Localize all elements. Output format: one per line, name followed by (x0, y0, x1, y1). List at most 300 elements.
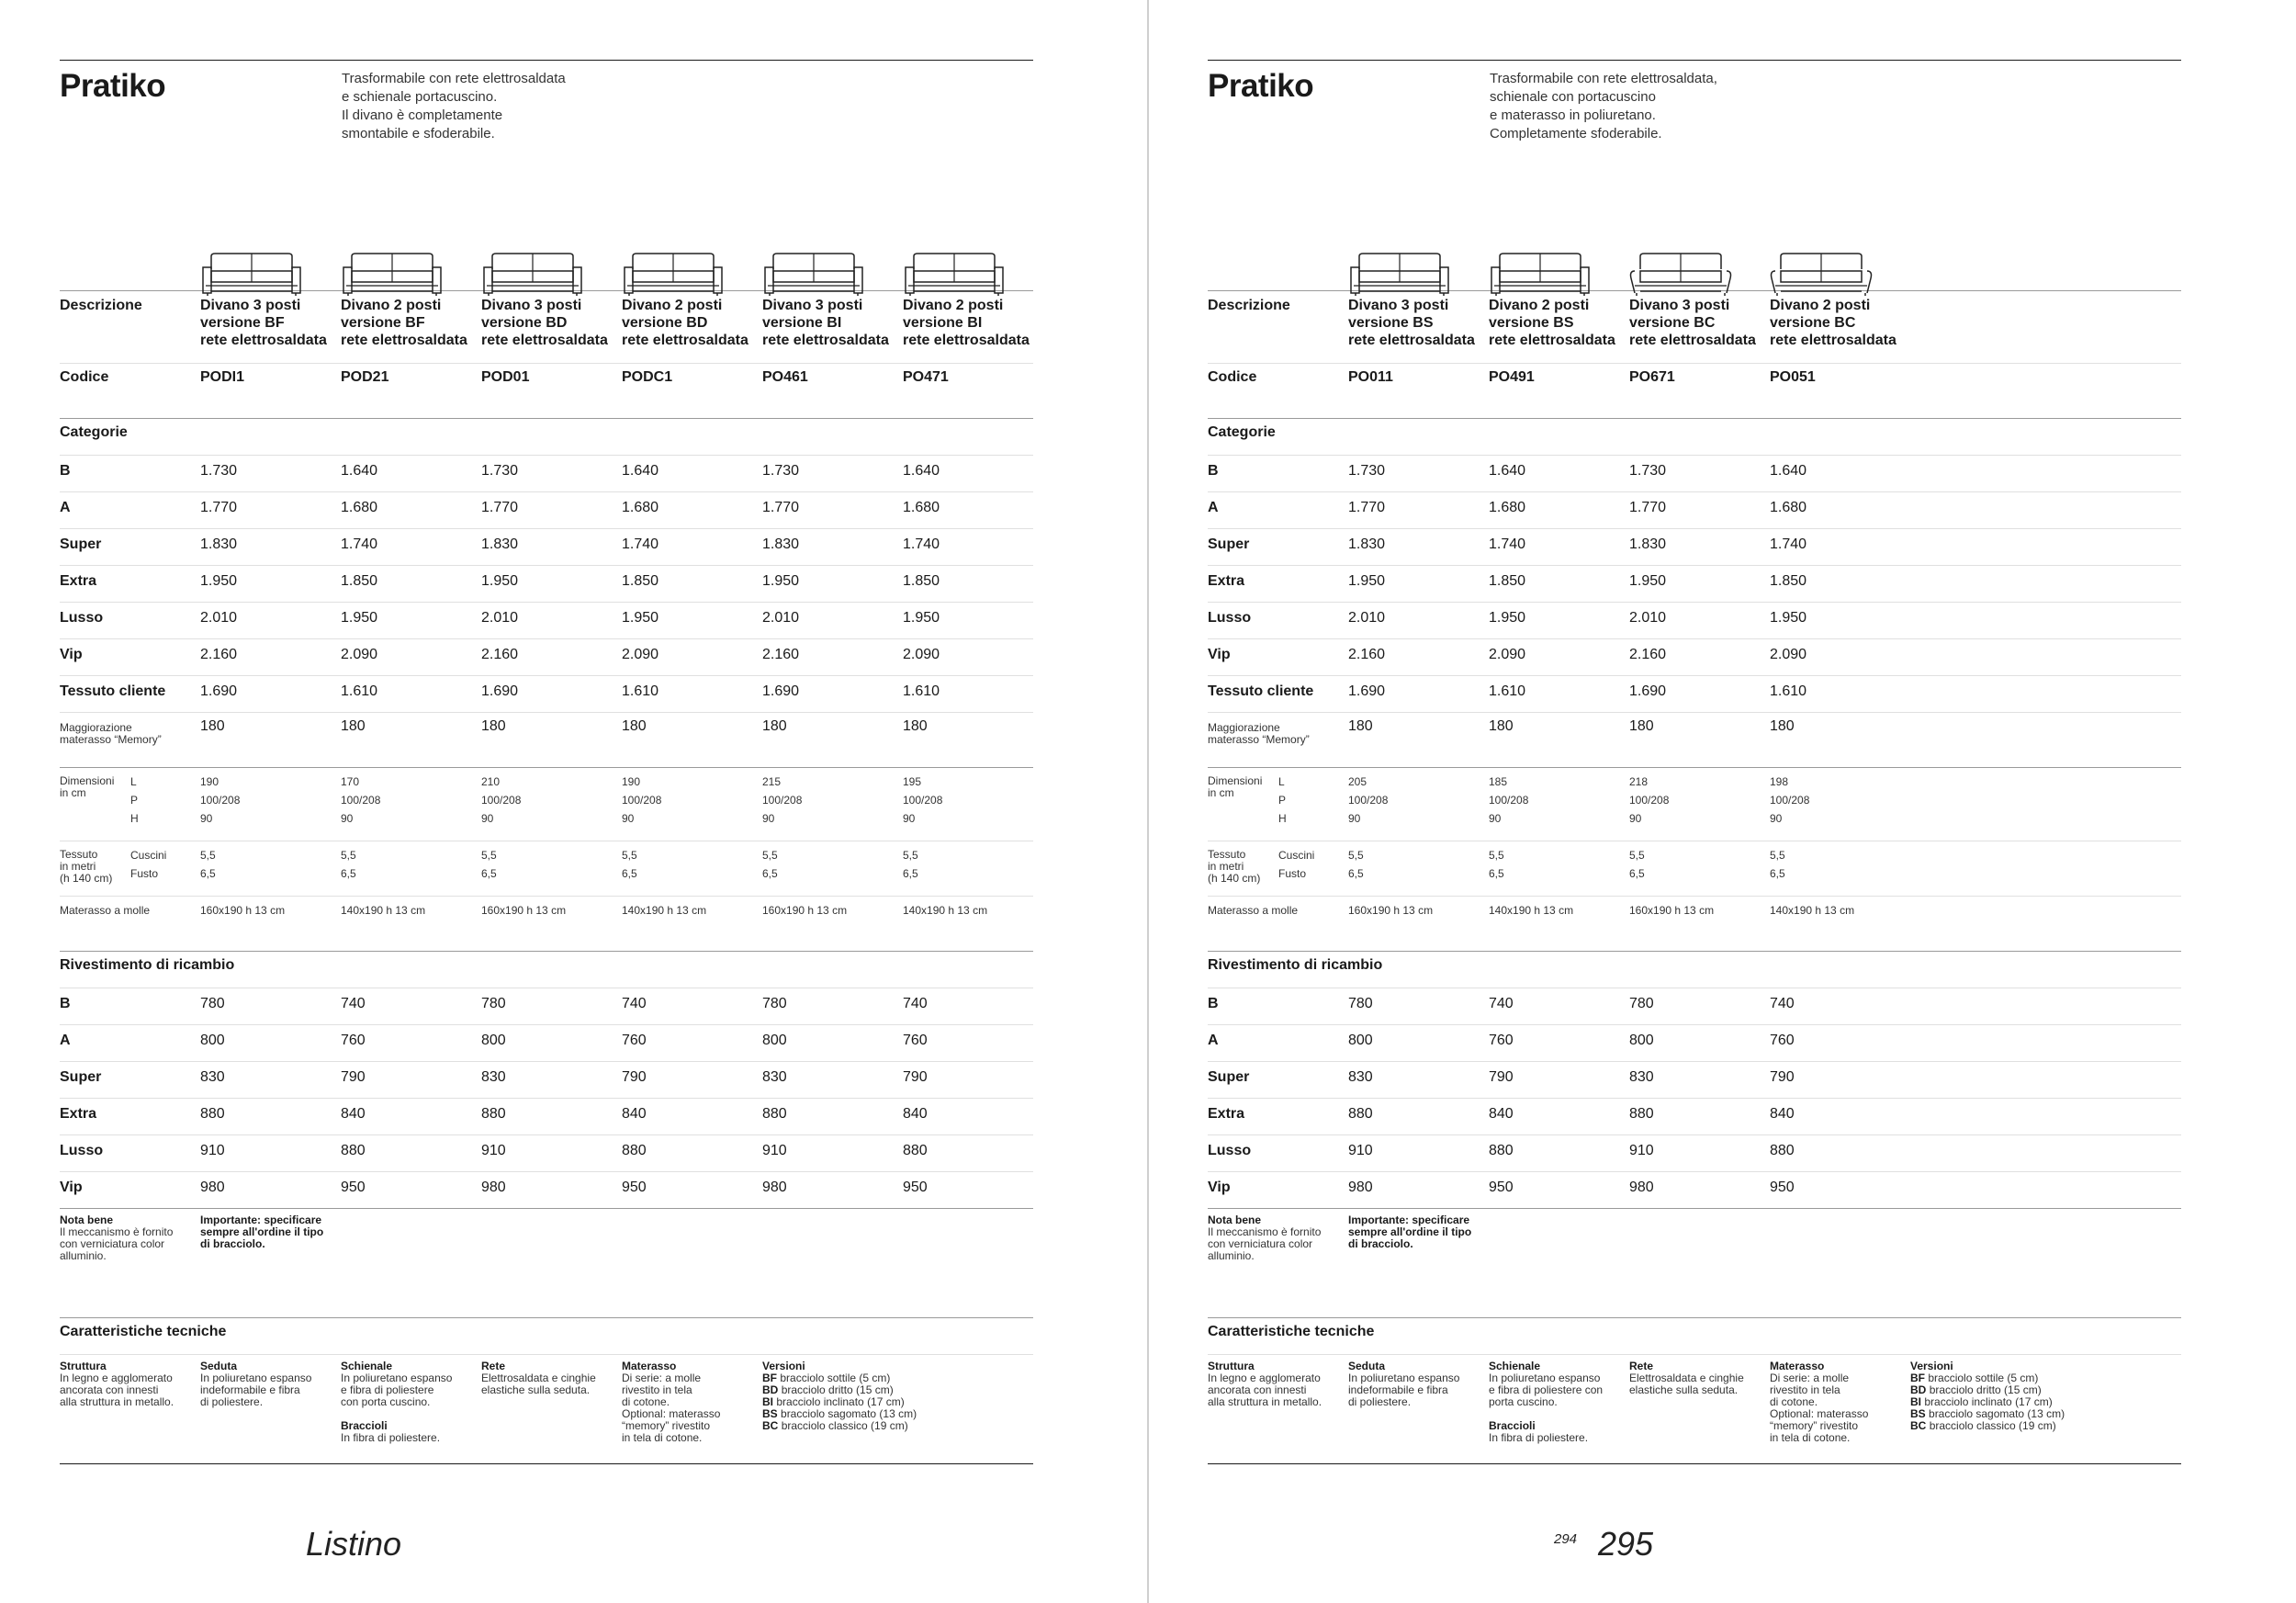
spare-cell: 760 (1489, 1033, 1514, 1048)
spare-cell: 880 (200, 1106, 225, 1122)
section-categorie: Categorie (60, 424, 128, 440)
dimensions-cell: 185 100/208 90 (1489, 775, 1529, 825)
product-title: Pratiko (60, 68, 166, 104)
dimensions-cell: 215 100/208 90 (762, 775, 803, 825)
price-cell: 1.850 (341, 573, 378, 589)
intro-line: Trasformabile con rete elettrosaldata (342, 71, 566, 86)
code-cell: PODC1 (622, 369, 673, 385)
price-cell: 1.950 (481, 573, 519, 589)
price-label: Vip (1208, 647, 1231, 662)
spare-cell: 910 (481, 1143, 506, 1158)
spare-label: B (60, 996, 71, 1011)
price-cell: 1.830 (1348, 536, 1386, 552)
spare-cell: 780 (1348, 996, 1373, 1011)
dimensions-cell: 195 100/208 90 (903, 775, 943, 825)
price-cell: 1.850 (622, 573, 659, 589)
fabric-cell: 5,5 6,5 (903, 849, 918, 880)
price-cell: 1.730 (1629, 463, 1667, 479)
price-cell: 1.730 (200, 463, 238, 479)
price-cell: 1.730 (481, 463, 519, 479)
price-cell: 2.010 (1348, 610, 1386, 626)
tech-seduta: Seduta In poliuretano espanso indeformabile e fibra di poliestere. (1348, 1360, 1460, 1408)
intro-line: Il divano è completamente (342, 107, 503, 123)
mattress-label: Materasso a molle (1208, 904, 1299, 917)
tech-schienale: Schienale In poliuretano espanso e fibra di poliestere con porta cuscino. Braccioli In fibra di poliestere. (1489, 1360, 1604, 1444)
price-cell: 1.830 (200, 536, 238, 552)
price-label: B (60, 463, 71, 479)
price-label: B (1208, 463, 1219, 479)
spare-cell: 910 (1348, 1143, 1373, 1158)
tech-versioni: Versioni BF bracciolo sottile (5 cm) BD bracciolo dritto (15 cm) BI bracciolo inclinato (17 cm) BS bracciolo sagomato (13 cm) BC bracciolo classico (19 cm) (762, 1360, 917, 1432)
memory-cell: 180 (1348, 718, 1373, 734)
spare-cell: 780 (1629, 996, 1654, 1011)
price-cell: 1.690 (1348, 683, 1386, 699)
price-label: Tessuto cliente (1208, 683, 1314, 699)
page-number-294: 294 (1554, 1531, 1578, 1547)
tech-versioni: Versioni BF bracciolo sottile (5 cm) BD bracciolo dritto (15 cm) BI bracciolo inclinato (17 cm) BS bracciolo sagomato (13 cm) BC bracciolo classico (19 cm) (1910, 1360, 2065, 1432)
price-cell: 2.160 (481, 647, 519, 662)
sofa-3-bi-icon (762, 251, 865, 297)
mattress-cell: 160x190 h 13 cm (1348, 904, 1434, 917)
mattress-cell: 140x190 h 13 cm (1489, 904, 1574, 917)
spare-row (1208, 1172, 2181, 1208)
sofa-2-bf-icon (341, 251, 444, 297)
tech-row (60, 1355, 1033, 1463)
fabric-cell: 5,5 6,5 (1629, 849, 1645, 880)
spare-cell: 830 (762, 1069, 787, 1085)
dimensions-cell: 198 100/208 90 (1770, 775, 1810, 825)
sofa-2-bd-icon (622, 251, 725, 297)
tech-rete: Rete Elettrosaldata e cinghie elastiche sulla seduta. (481, 1360, 596, 1396)
code-cell: PO671 (1629, 369, 1675, 385)
spare-cell: 840 (1489, 1106, 1514, 1122)
spare-cell: 840 (341, 1106, 366, 1122)
mattress-cell: 160x190 h 13 cm (1629, 904, 1715, 917)
spare-cell: 950 (341, 1180, 366, 1195)
sofa-2-bi-icon (903, 251, 1006, 297)
right-page (1148, 0, 2296, 1603)
code-cell: PO011 (1348, 369, 1393, 385)
price-cell: 1.740 (622, 536, 659, 552)
price-cell: 1.850 (1489, 573, 1526, 589)
price-cell: 2.010 (200, 610, 238, 626)
price-cell: 1.640 (1770, 463, 1807, 479)
price-cell: 1.740 (1489, 536, 1526, 552)
spare-cell: 760 (622, 1033, 647, 1048)
spare-row (60, 1172, 1033, 1208)
price-label: A (60, 500, 71, 515)
description-cell: Divano 2 posti versione BD rete elettrosaldata (622, 298, 748, 348)
label-codice: Codice (60, 369, 109, 385)
sofa-2-bc-icon (1770, 251, 1873, 297)
price-cell: 1.770 (1629, 500, 1667, 515)
memory-cell: 180 (762, 718, 787, 734)
spare-cell: 790 (1770, 1069, 1795, 1085)
spare-cell: 760 (1770, 1033, 1795, 1048)
tech-seduta: Seduta In poliuretano espanso indeformabile e fibra di poliestere. (200, 1360, 312, 1408)
tech-materasso: Materasso Di serie: a molle rivestito in tela di cotone. Optional: materasso “memory” rivestito in tela di cotone. (1770, 1360, 1869, 1444)
mattress-cell: 140x190 h 13 cm (622, 904, 707, 917)
memory-row (60, 713, 1033, 767)
memory-label: Maggiorazione materasso “Memory” (1208, 721, 1310, 746)
spare-label: A (60, 1033, 71, 1048)
price-cell: 1.640 (903, 463, 940, 479)
dimensions-cell: 205 100/208 90 (1348, 775, 1389, 825)
description-cell: Divano 2 posti versione BC rete elettrosaldata (1770, 298, 1896, 348)
price-cell: 1.740 (1770, 536, 1807, 552)
fabric-row (1208, 841, 2181, 896)
memory-cell: 180 (1629, 718, 1654, 734)
spare-cell: 740 (1770, 996, 1795, 1011)
price-row (60, 603, 1033, 638)
spare-cell: 880 (1770, 1143, 1795, 1158)
price-cell: 2.090 (341, 647, 378, 662)
price-row (60, 676, 1033, 712)
spare-cell: 790 (341, 1069, 366, 1085)
section-caratteristiche: Caratteristiche tecniche (60, 1324, 227, 1339)
dimensions-label: Dimensioni in cm L P H (1208, 774, 1287, 825)
spare-cell: 840 (622, 1106, 647, 1122)
price-cell: 1.770 (762, 500, 800, 515)
code-cell: POD21 (341, 369, 389, 385)
spare-cell: 840 (903, 1106, 928, 1122)
spare-label: B (1208, 996, 1219, 1011)
price-cell: 1.690 (1629, 683, 1667, 699)
mattress-cell: 160x190 h 13 cm (481, 904, 567, 917)
important-block: Importante: specificare sempre all'ordine il tipo di bracciolo. (1348, 1214, 1472, 1250)
section-ricambio: Rivestimento di ricambio (1208, 957, 1383, 973)
spare-row (60, 988, 1033, 1024)
spare-row (60, 1099, 1033, 1135)
spare-cell: 840 (1770, 1106, 1795, 1122)
price-cell: 1.680 (1489, 500, 1526, 515)
memory-cell: 180 (341, 718, 366, 734)
price-row (1208, 603, 2181, 638)
spare-cell: 880 (762, 1106, 787, 1122)
price-row (1208, 639, 2181, 675)
intro-line: e materasso in poliuretano. (1490, 107, 1656, 123)
price-cell: 1.740 (903, 536, 940, 552)
spare-cell: 950 (1489, 1180, 1514, 1195)
intro-line: e schienale portacuscino. (342, 89, 498, 105)
fabric-cell: 5,5 6,5 (1489, 849, 1504, 880)
price-cell: 2.090 (903, 647, 940, 662)
code-cell: PO491 (1489, 369, 1535, 385)
spare-cell: 800 (1348, 1033, 1373, 1048)
fabric-cell: 5,5 6,5 (481, 849, 497, 880)
dimensions-cell: 190 100/208 90 (200, 775, 241, 825)
price-label: Vip (60, 647, 83, 662)
description-cell: Divano 3 posti versione BI rete elettrosaldata (762, 298, 889, 348)
price-label: Lusso (1208, 610, 1252, 626)
code-cell: PODI1 (200, 369, 245, 385)
price-cell: 1.690 (762, 683, 800, 699)
fabric-cell: 5,5 6,5 (200, 849, 216, 880)
price-label: Lusso (60, 610, 104, 626)
spare-cell: 740 (903, 996, 928, 1011)
spare-cell: 800 (1629, 1033, 1654, 1048)
tech-schienale: Schienale In poliuretano espanso e fibra di poliestere con porta cuscino. Braccioli In fibra di poliestere. (341, 1360, 453, 1444)
price-cell: 1.830 (481, 536, 519, 552)
description-cell: Divano 2 posti versione BI rete elettrosaldata (903, 298, 1030, 348)
right-content (1208, 60, 2181, 1464)
price-cell: 1.950 (200, 573, 238, 589)
note-row (1208, 1209, 2181, 1317)
price-cell: 1.640 (622, 463, 659, 479)
spare-cell: 780 (481, 996, 506, 1011)
price-cell: 1.730 (1348, 463, 1386, 479)
spare-cell: 910 (762, 1143, 787, 1158)
fabric-label: Tessuto in metri (h 140 cm) Cuscini Fusto (60, 848, 167, 885)
memory-cell: 180 (1489, 718, 1514, 734)
price-cell: 2.160 (1629, 647, 1667, 662)
spare-cell: 880 (622, 1143, 647, 1158)
fabric-cell: 5,5 6,5 (1348, 849, 1364, 880)
tech-rete: Rete Elettrosaldata e cinghie elastiche sulla seduta. (1629, 1360, 1744, 1396)
price-row (1208, 529, 2181, 565)
spare-row (1208, 1062, 2181, 1098)
price-row (1208, 492, 2181, 528)
spare-cell: 880 (903, 1143, 928, 1158)
sofa-2-bs-icon (1489, 251, 1592, 297)
description-cell: Divano 2 posti versione BS rete elettrosaldata (1489, 298, 1615, 348)
memory-cell: 180 (903, 718, 928, 734)
dimensions-cell: 218 100/208 90 (1629, 775, 1670, 825)
description-cell: Divano 3 posti versione BS rete elettrosaldata (1348, 298, 1475, 348)
mattress-row (1208, 897, 2181, 951)
sofa-3-bd-icon (481, 251, 584, 297)
note-block: Nota bene Il meccanismo è fornito con verniciatura color alluminio. (60, 1214, 174, 1262)
spare-row (1208, 1135, 2181, 1171)
spare-cell: 800 (481, 1033, 506, 1048)
product-intro (1490, 70, 1784, 143)
spare-cell: 830 (200, 1069, 225, 1085)
tech-materasso: Materasso Di serie: a molle rivestito in tela di cotone. Optional: materasso “memory” rivestito in tela di cotone. (622, 1360, 721, 1444)
product-intro (342, 70, 636, 143)
spare-cell: 740 (1489, 996, 1514, 1011)
note-block: Nota bene Il meccanismo è fornito con verniciatura color alluminio. (1208, 1214, 1322, 1262)
spare-cell: 740 (341, 996, 366, 1011)
memory-cell: 180 (481, 718, 506, 734)
price-cell: 2.160 (1348, 647, 1386, 662)
price-cell: 1.950 (1348, 573, 1386, 589)
spare-cell: 760 (903, 1033, 928, 1048)
spare-cell: 740 (622, 996, 647, 1011)
spare-row (1208, 988, 2181, 1024)
price-cell: 1.950 (762, 573, 800, 589)
spare-cell: 830 (481, 1069, 506, 1085)
label-descrizione: Descrizione (1208, 298, 1290, 313)
price-cell: 1.640 (1489, 463, 1526, 479)
price-label: Super (60, 536, 102, 552)
spare-cell: 830 (1348, 1069, 1373, 1085)
price-cell: 1.950 (1770, 610, 1807, 626)
memory-row (1208, 713, 2181, 767)
price-cell: 1.950 (1489, 610, 1526, 626)
price-cell: 1.830 (1629, 536, 1667, 552)
price-cell: 1.770 (200, 500, 238, 515)
code-row (60, 364, 1033, 418)
spare-row (60, 1062, 1033, 1098)
tech-row (1208, 1355, 2181, 1463)
spare-cell: 950 (622, 1180, 647, 1195)
spare-row (60, 1135, 1033, 1171)
dimensions-row (60, 768, 1033, 841)
product-title: Pratiko (1208, 68, 1314, 104)
code-row (1208, 364, 2181, 418)
spare-label: A (1208, 1033, 1219, 1048)
price-cell: 2.090 (1770, 647, 1807, 662)
price-row (1208, 566, 2181, 602)
tech-struttura: Struttura In legno e agglomerato ancorata con innesti alla struttura in metallo. (60, 1360, 174, 1408)
price-cell: 1.850 (903, 573, 940, 589)
price-cell: 1.680 (622, 500, 659, 515)
price-cell: 1.830 (762, 536, 800, 552)
section-ricambio: Rivestimento di ricambio (60, 957, 235, 973)
fabric-cell: 5,5 6,5 (1770, 849, 1785, 880)
spare-cell: 910 (200, 1143, 225, 1158)
price-cell: 1.680 (903, 500, 940, 515)
spare-cell: 800 (762, 1033, 787, 1048)
description-row (60, 291, 1033, 363)
dimensions-cell: 210 100/208 90 (481, 775, 522, 825)
page-number-295: 295 (1598, 1525, 1654, 1563)
spare-cell: 880 (1629, 1106, 1654, 1122)
spare-row (1208, 1025, 2181, 1061)
price-cell: 2.160 (762, 647, 800, 662)
spare-cell: 950 (1770, 1180, 1795, 1195)
spare-label: Super (1208, 1069, 1250, 1085)
code-cell: PO471 (903, 369, 949, 385)
memory-cell: 180 (200, 718, 225, 734)
fabric-cell: 5,5 6,5 (762, 849, 778, 880)
left-content (60, 60, 1033, 1464)
section-categorie: Categorie (1208, 424, 1276, 440)
intro-line: schienale con portacuscino (1490, 89, 1656, 105)
price-cell: 1.610 (341, 683, 378, 699)
mattress-cell: 160x190 h 13 cm (200, 904, 286, 917)
price-cell: 1.640 (341, 463, 378, 479)
spare-cell: 980 (481, 1180, 506, 1195)
intro-line: Completamente sfoderabile. (1490, 126, 1662, 141)
price-label: Super (1208, 536, 1250, 552)
price-cell: 1.680 (341, 500, 378, 515)
price-cell: 1.680 (1770, 500, 1807, 515)
spare-cell: 780 (762, 996, 787, 1011)
price-row (60, 639, 1033, 675)
spare-cell: 980 (1348, 1180, 1373, 1195)
code-cell: POD01 (481, 369, 530, 385)
tech-struttura: Struttura In legno e agglomerato ancorata con innesti alla struttura in metallo. (1208, 1360, 1322, 1408)
price-cell: 1.610 (903, 683, 940, 699)
spare-cell: 910 (1629, 1143, 1654, 1158)
spare-cell: 780 (200, 996, 225, 1011)
price-cell: 2.090 (622, 647, 659, 662)
price-cell: 1.770 (1348, 500, 1386, 515)
spare-label: Lusso (60, 1143, 104, 1158)
description-cell: Divano 3 posti versione BF rete elettrosaldata (200, 298, 327, 348)
section-caratteristiche: Caratteristiche tecniche (1208, 1324, 1375, 1339)
spare-label: Lusso (1208, 1143, 1252, 1158)
spare-cell: 790 (903, 1069, 928, 1085)
spare-label: Extra (60, 1106, 97, 1122)
spare-cell: 980 (1629, 1180, 1654, 1195)
spare-cell: 790 (1489, 1069, 1514, 1085)
price-row (1208, 676, 2181, 712)
intro-line: Trasformabile con rete elettrosaldata, (1490, 71, 1717, 86)
spare-cell: 760 (341, 1033, 366, 1048)
code-cell: PO461 (762, 369, 808, 385)
price-cell: 1.770 (481, 500, 519, 515)
spare-label: Vip (1208, 1180, 1231, 1195)
mattress-cell: 140x190 h 13 cm (903, 904, 988, 917)
spare-row (60, 1025, 1033, 1061)
price-label: A (1208, 500, 1219, 515)
price-cell: 1.950 (341, 610, 378, 626)
spare-cell: 980 (200, 1180, 225, 1195)
spare-cell: 790 (622, 1069, 647, 1085)
label-codice: Codice (1208, 369, 1257, 385)
spare-cell: 830 (1629, 1069, 1654, 1085)
price-cell: 2.090 (1489, 647, 1526, 662)
sofa-3-bs-icon (1348, 251, 1451, 297)
price-cell: 1.850 (1770, 573, 1807, 589)
memory-label: Maggiorazione materasso “Memory” (60, 721, 162, 746)
price-cell: 1.610 (622, 683, 659, 699)
intro-line: smontabile e sfoderabile. (342, 126, 495, 141)
spare-cell: 880 (481, 1106, 506, 1122)
mattress-cell: 140x190 h 13 cm (1770, 904, 1855, 917)
dimensions-cell: 170 100/208 90 (341, 775, 381, 825)
spare-cell: 950 (903, 1180, 928, 1195)
price-row (60, 492, 1033, 528)
price-cell: 1.950 (903, 610, 940, 626)
price-cell: 2.160 (200, 647, 238, 662)
price-label: Extra (60, 573, 97, 589)
memory-cell: 180 (1770, 718, 1795, 734)
spare-label: Extra (1208, 1106, 1245, 1122)
spare-cell: 980 (762, 1180, 787, 1195)
description-row (1208, 291, 2181, 363)
price-cell: 1.950 (1629, 573, 1667, 589)
note-row (60, 1209, 1033, 1317)
spare-cell: 880 (1489, 1143, 1514, 1158)
spare-row (1208, 1099, 2181, 1135)
spare-label: Vip (60, 1180, 83, 1195)
price-cell: 1.730 (762, 463, 800, 479)
price-cell: 1.950 (622, 610, 659, 626)
price-row (60, 456, 1033, 491)
sofa-3-bc-icon (1629, 251, 1732, 297)
price-row (60, 529, 1033, 565)
dimensions-row (1208, 768, 2181, 841)
label-descrizione: Descrizione (60, 298, 142, 313)
price-cell: 1.740 (341, 536, 378, 552)
price-row (1208, 456, 2181, 491)
fabric-cell: 5,5 6,5 (341, 849, 356, 880)
spare-label: Super (60, 1069, 102, 1085)
price-label: Tessuto cliente (60, 683, 166, 699)
spare-cell: 800 (200, 1033, 225, 1048)
price-row (60, 566, 1033, 602)
mattress-cell: 140x190 h 13 cm (341, 904, 426, 917)
dimensions-cell: 190 100/208 90 (622, 775, 662, 825)
fabric-row (60, 841, 1033, 896)
dimensions-label: Dimensioni in cm L P H (60, 774, 139, 825)
description-cell: Divano 3 posti versione BC rete elettrosaldata (1629, 298, 1756, 348)
fabric-label: Tessuto in metri (h 140 cm) Cuscini Fusto (1208, 848, 1315, 885)
price-cell: 2.010 (762, 610, 800, 626)
